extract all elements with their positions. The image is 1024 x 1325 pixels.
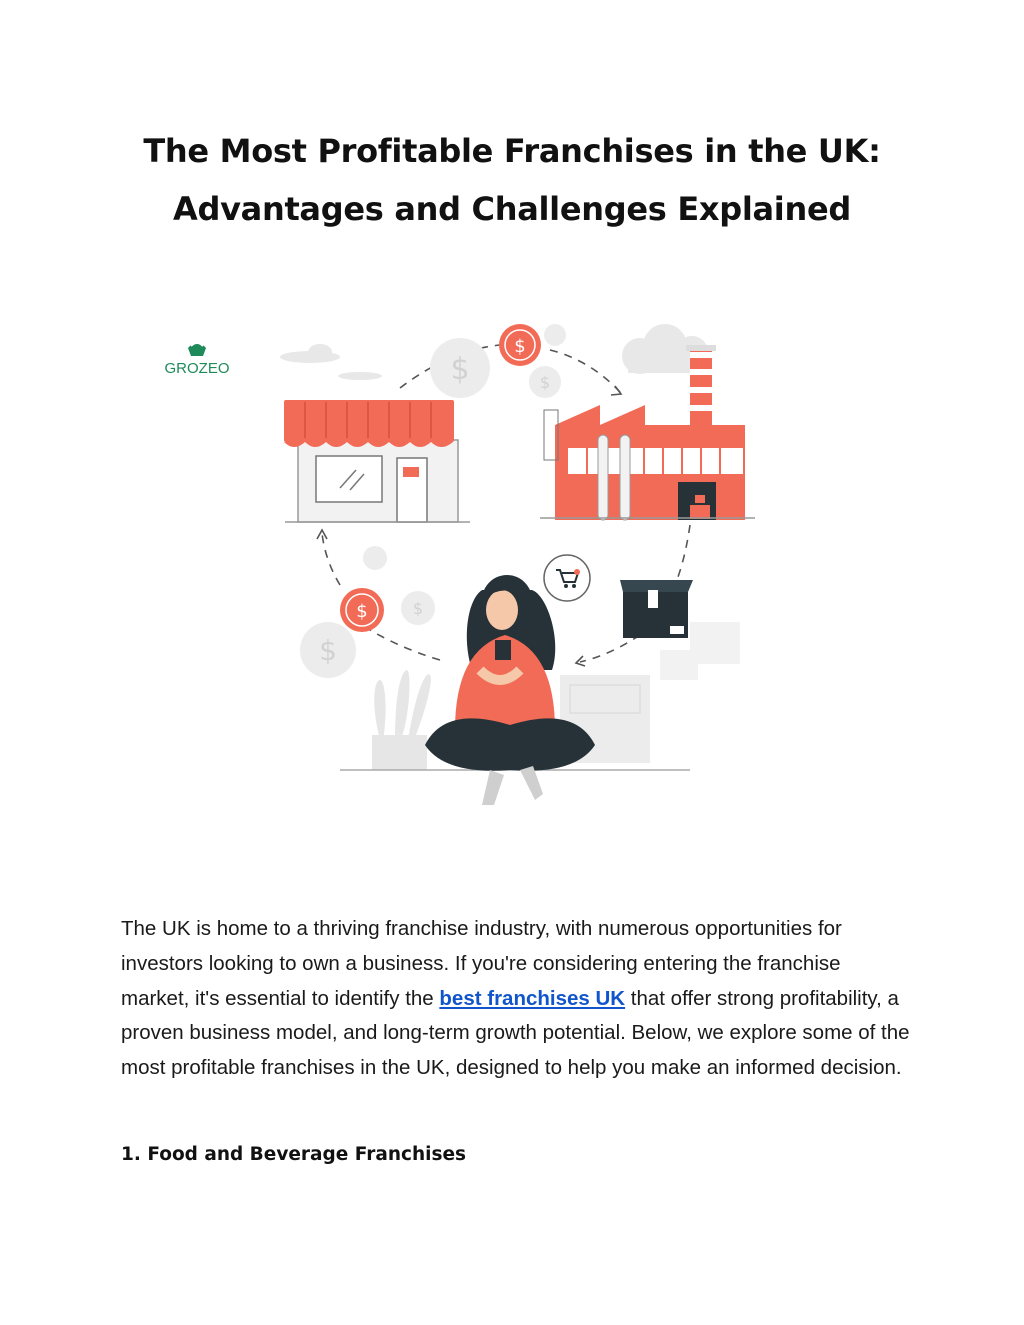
plant-icon (372, 670, 431, 770)
section-heading: 1. Food and Beverage Franchises (121, 1144, 467, 1165)
svg-text:$: $ (319, 634, 337, 667)
svg-text:$: $ (539, 373, 551, 392)
grozeo-logo (164, 343, 229, 377)
title-line-2: Advantages and Challenges Explained (173, 190, 851, 228)
svg-text:$: $ (412, 599, 424, 618)
franchise-illustration (150, 300, 850, 840)
package-icon (620, 580, 740, 680)
cloud-icon (280, 324, 708, 380)
intro-text-1: The UK is home to a thriving franchise industry, with numerous opportunities for investors looking to own a business. If you're considering entering the franchise market, it's essential to identify the (121, 917, 842, 1010)
shop-icon (284, 400, 470, 522)
title-line-1: The Most Profitable Franchises in the UK: (143, 132, 881, 170)
svg-text:$: $ (356, 601, 368, 622)
intro-text-2: that offer strong profitability, a proven business model, and long-term growth potential. Below, we explore some of the most profitable franchises in the UK, designed to help you make an informed decision. (121, 986, 910, 1080)
intro-paragraph (121, 912, 911, 1086)
svg-text:$: $ (450, 352, 470, 387)
logo-text: GROZEO (164, 360, 230, 377)
shopping-cart-icon (544, 555, 590, 601)
svg-text:$: $ (514, 336, 526, 357)
best-franchises-uk-link[interactable]: best franchises UK (439, 986, 626, 1010)
page-title (0, 122, 1024, 238)
